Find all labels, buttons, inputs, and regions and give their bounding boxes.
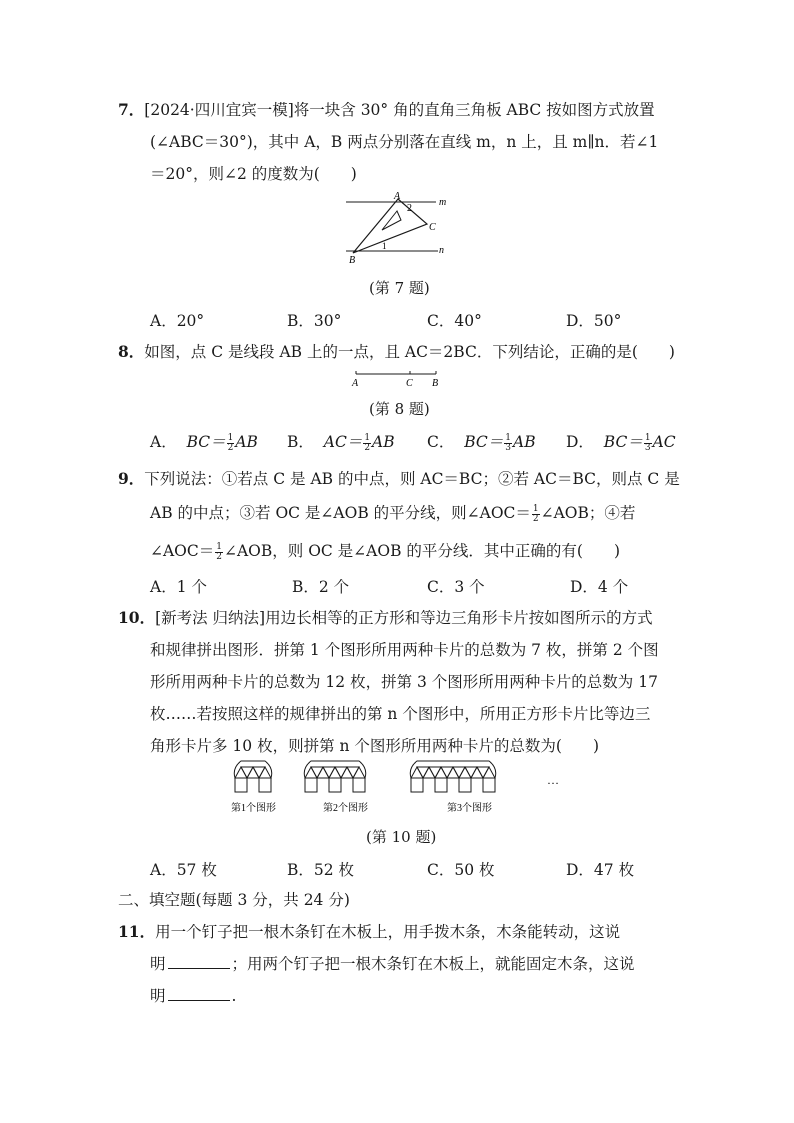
- label-n: n: [439, 245, 444, 256]
- q9-option-d: D．4 个: [570, 578, 629, 596]
- q11-line1: [118, 920, 620, 942]
- q8-line1: [118, 340, 675, 362]
- q7-option-c: C．40°: [427, 312, 482, 330]
- q9-option-c: C．3 个: [427, 578, 485, 596]
- label-1: 1: [382, 241, 387, 251]
- q10-figure: [225, 756, 570, 818]
- q10-number: 10．: [118, 608, 156, 627]
- label-m: m: [439, 197, 447, 208]
- q7-option-a: A．20°: [150, 312, 205, 330]
- pattern-2: [304, 761, 366, 792]
- q7-option-b: B．30°: [287, 312, 342, 330]
- q10-line5: 角形卡片多 10 枚，则拼第 n 个图形所用两种卡片的总数为( ): [150, 737, 600, 755]
- label-b: B: [349, 255, 356, 266]
- q10-option-c: C．50 枚: [427, 861, 495, 879]
- q11-line2: 明 ；用两个钉子把一根木条钉在木板上，就能固定木条，这说: [150, 955, 635, 973]
- answer-blank-1[interactable]: [168, 967, 230, 969]
- q8-option-b: B． AC＝ $\frac{1}{2}$ AB: [287, 432, 395, 453]
- q9-line3: ∠AOC＝ $\frac{1}{2}$ ∠AOB，则 OC 是∠AOB 的平分线．其中正确的有( ): [150, 541, 620, 562]
- q7-option-d: D．50°: [566, 312, 622, 330]
- q8-text-1: 如图，点 C 是线段 AB 上的一点，且 AC＝2BC．下列结论，正确的是( ): [144, 343, 675, 361]
- q7-line1: [118, 98, 655, 120]
- figure-label-3: 第3个图形: [447, 803, 492, 814]
- label-c: C: [429, 222, 436, 233]
- q8-number: 8．: [118, 342, 145, 361]
- q10-option-b: B．52 枚: [287, 861, 355, 879]
- q8-option-a: A． BC＝ $\frac{1}{2}$ AB: [150, 432, 258, 453]
- q9-option-a: A．1 个: [150, 578, 207, 596]
- q8-option-c: C． BC＝ $\frac{1}{3}$ AB: [427, 432, 536, 453]
- q8-figure: [350, 366, 445, 390]
- q10-option-d: D．47 枚: [566, 861, 635, 879]
- q10-line3: 形所用两种卡片的总数为 12 枚，拼第 3 个图形所用两种卡片的总数为 17: [150, 673, 658, 691]
- q9-number: 9．: [118, 469, 145, 488]
- q11-line3: 明 .: [150, 987, 237, 1005]
- q9-option-b: B．2 个: [292, 578, 350, 596]
- label-a: A: [352, 378, 359, 389]
- q11-text-1: 用一个钉子把一根木条钉在木板上，用手拨木条，木条能转动，这说: [155, 923, 621, 941]
- q7-line3: ＝20°，则∠2 的度数为( ): [150, 165, 357, 183]
- label-c: C: [406, 378, 413, 389]
- figure-label-1: 第1个图形: [231, 803, 276, 814]
- q11-number: 11．: [118, 922, 156, 941]
- q8-caption: (第 8 题): [369, 400, 430, 418]
- q9-line1: [118, 467, 680, 489]
- q10-line4: 枚……若按照这样的规律拼出的第 n 个图形中，所用正方形卡片比等边三: [150, 705, 651, 723]
- label-a: A: [394, 191, 401, 202]
- q7-number: 7．: [118, 100, 145, 119]
- q7-caption: (第 7 题): [369, 279, 430, 297]
- q7-figure: [340, 190, 460, 266]
- q7-line2: (∠ABC＝30°)，其中 A，B 两点分别落在直线 m，n 上，且 m∥n．若∠1: [150, 133, 659, 151]
- section-title: 二、填空题(每题 3 分，共 24 分): [118, 891, 350, 909]
- pattern-1: [234, 761, 272, 792]
- q10-text-1: [新考法 归纳法]用边长相等的正方形和等边三角形卡片按如图所示的方式: [155, 609, 653, 627]
- q8-option-d: D． BC＝ $\frac{1}{3}$ AC: [566, 432, 676, 453]
- pattern-3: [410, 761, 496, 792]
- q10-line1: [118, 606, 653, 628]
- ellipsis: …: [547, 773, 559, 787]
- q7-text-1: [2024·四川宜宾一模]将一块含 30° 角的直角三角板 ABC 按如图方式放置: [144, 101, 655, 119]
- label-b: B: [432, 378, 439, 389]
- q10-option-a: A．57 枚: [150, 861, 217, 879]
- figure-label-2: 第2个图形: [323, 803, 368, 814]
- answer-blank-2[interactable]: [168, 999, 230, 1001]
- q9-line2: AB 的中点；③若 OC 是∠AOB 的平分线，则∠AOC＝ $\frac{1}{2}$ ∠AOB；④若: [150, 503, 636, 524]
- q9-text-1: 下列说法：①若点 C 是 AB 的中点，则 AC＝BC；②若 AC＝BC，则点 C 是: [144, 470, 680, 488]
- q10-caption: (第 10 题): [366, 828, 437, 846]
- q10-line2: 和规律拼出图形．拼第 1 个图形所用两种卡片的总数为 7 枚，拼第 2 个图: [150, 641, 659, 659]
- label-2: 2: [407, 203, 412, 214]
